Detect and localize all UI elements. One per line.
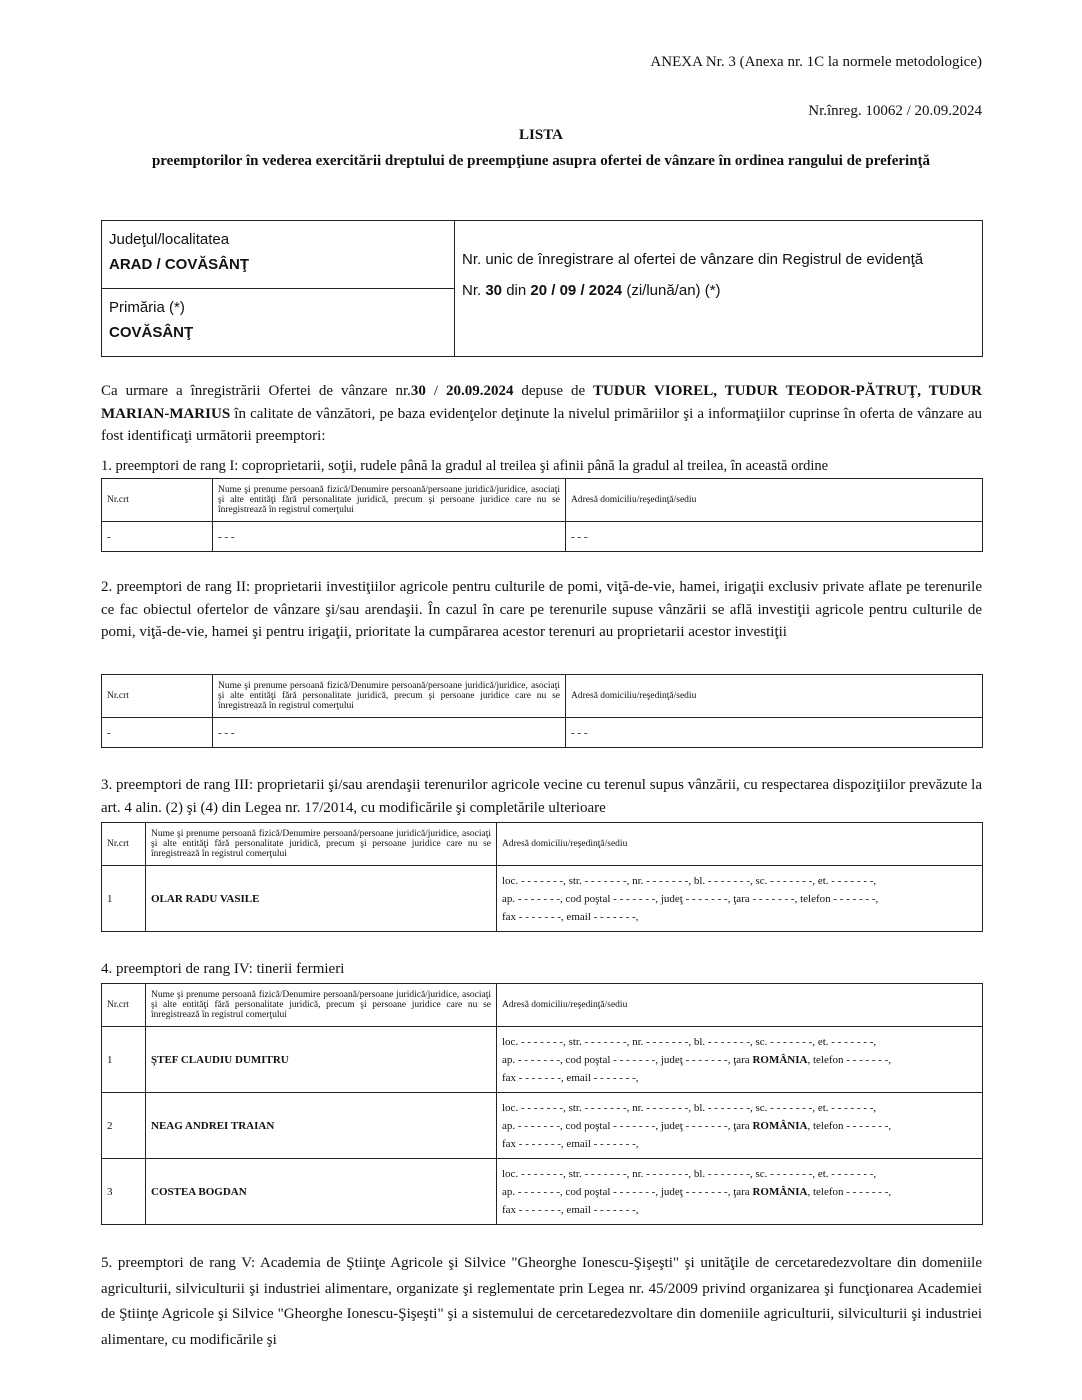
intro-paragraph xyxy=(101,380,982,448)
addr-line: fax - - - - - - -, email - - - - - - -, xyxy=(502,910,639,923)
offer-suffix: (zi/lună/an) (*) xyxy=(626,282,721,299)
cell-name: - - - xyxy=(213,522,566,552)
col-address: Adresă domiciliu/reşedinţă/sediu xyxy=(497,823,983,866)
addr-line: fax - - - - - - -, email - - - - - - -, xyxy=(502,1203,639,1216)
annex-label: ANEXA Nr. 3 (Anexa nr. 1C la normele metodologice) xyxy=(650,54,982,70)
offer-date: 20 / 09 / 2024 xyxy=(530,282,623,299)
country: ROMÂNIA xyxy=(752,1053,808,1066)
rank4-heading: 4. preemptori de rang IV: tinerii fermieri xyxy=(101,961,345,977)
rank1-heading: 1. preemptori de rang I: coproprietarii, soţii, rudele până la gradul al treilea şi afinii până la gradul al treilea, în această ordine xyxy=(101,458,829,474)
col-name: Nume şi prenume persoană fizică/Denumire persoană/persoane juridică/juridice, asociaţi şi alte entităţi fără personalitate juridică, precum şi persoane juridice care nu se înregistrează în registrul comerţului xyxy=(146,984,497,1027)
addr-line: loc. - - - - - - -, str. - - - - - - -, nr. - - - - - - -, bl. - - - - - - -, sc. - - - - - - -, et. - - - - - - -, xyxy=(502,1101,877,1114)
cell-nr: 1 xyxy=(102,1027,146,1093)
table-row xyxy=(102,866,983,932)
table-row xyxy=(102,522,983,552)
col-address: Adresă domiciliu/reşedinţă/sediu xyxy=(566,675,983,718)
offer-nr: 30 xyxy=(485,282,503,299)
addr-line: loc. - - - - - - -, str. - - - - - - -, nr. - - - - - - -, bl. - - - - - - -, sc. - - - - - - -, et. - - - - - - -, xyxy=(502,1035,877,1048)
cell-nr: 3 xyxy=(102,1159,146,1225)
registration-number: Nr.înreg. 10062 / 20.09.2024 xyxy=(808,103,982,119)
town-label: Primăria (*) xyxy=(109,299,185,316)
col-nr: Nr.crt xyxy=(102,823,146,866)
addr-line: fax - - - - - - -, email - - - - - - -, xyxy=(502,1071,639,1084)
cell-address xyxy=(497,1159,983,1225)
addr-part: ap. - - - - - - -, cod poştal - - - - - - -, judeţ - - - - - - -, ţara xyxy=(502,1053,753,1066)
addr-line: loc. - - - - - - -, str. - - - - - - -, nr. - - - - - - -, bl. - - - - - - -, sc. - - - - - - -, et. - - - - - - -, xyxy=(502,874,877,887)
addr-part: , telefon - - - - - - -, xyxy=(807,1185,892,1198)
col-name: Nume şi prenume persoană fizică/Denumire persoană/persoane juridică/juridice, asociaţi şi alte entităţi fără personalitate juridică, precum şi persoane juridice care nu se înregistrează în registrul comerţului xyxy=(213,479,566,522)
country: ROMÂNIA xyxy=(752,1185,808,1198)
addr-line xyxy=(502,1183,977,1201)
addr-part: ap. - - - - - - -, cod poştal - - - - - - -, judeţ - - - - - - -, ţara xyxy=(502,1119,753,1132)
addr-line: ap. - - - - - - -, cod poştal - - - - - - -, judeţ - - - - - - -, ţara - - - - - - -, telefon - - - - - - -, xyxy=(502,892,879,905)
county-value: ARAD / COVĂSÂNŢ xyxy=(109,256,250,273)
intro-text-c: în calitate de vânzători, pe baza evidenţelor deţinute la nivelul primăriilor şi a informaţiilor cuprinse în oferta de vânzare au fost identificaţi următorii preemptori: xyxy=(101,405,982,444)
addr-line: loc. - - - - - - -, str. - - - - - - -, nr. - - - - - - -, bl. - - - - - - -, sc. - - - - - - -, et. - - - - - - -, xyxy=(502,1167,877,1180)
table-row xyxy=(102,1027,983,1093)
col-address: Adresă domiciliu/reşedinţă/sediu xyxy=(497,984,983,1027)
cell-name: ŞTEF CLAUDIU DUMITRU xyxy=(151,1053,289,1066)
intro-text-b: depuse de xyxy=(513,383,594,399)
offer-number-line xyxy=(462,278,975,303)
cell-name: OLAR RADU VASILE xyxy=(151,892,260,905)
cell-name: NEAG ANDREI TRAIAN xyxy=(151,1119,275,1132)
town-value: COVĂSÂNŢ xyxy=(109,324,194,341)
intro-sep: / xyxy=(425,383,446,399)
addr-part: ap. - - - - - - -, cod poştal - - - - - - -, judeţ - - - - - - -, ţara xyxy=(502,1185,753,1198)
county-label: Judeţul/localitatea xyxy=(109,231,230,248)
town-cell xyxy=(102,289,455,357)
offer-label: Nr. unic de înregistrare al ofertei de vânzare din Registrul de evidenţă xyxy=(462,251,924,268)
rank2-table xyxy=(101,674,983,748)
addr-line xyxy=(502,1051,977,1069)
intro-offer-nr: 30 xyxy=(410,383,426,399)
col-nr: Nr.crt xyxy=(102,479,213,522)
intro-text: Ca urmare a înregistrării Ofertei de vânzare nr. xyxy=(101,383,411,399)
cell-nr: 1 xyxy=(102,866,146,932)
rank5-heading: 5. preemptori de rang V: Academia de Ştiinţe Agricole şi Silvice "Gheorghe Ionescu-Şişeşti" şi unităţile de cercetaredezvoltare din domeniile agriculturii, silviculturii şi industriei alimentare, organizate şi reglementate prin Legea nr. 45/2009 privind organizarea şi funcţionarea Academiei de Ştiinţe Agricole şi Silvice "Gheorghe Ionescu-Şişeşti" şi a sistemului de cercetaredezvoltare din domeniile agriculturii, silviculturii şi industriei alimentare, cu modificările şi xyxy=(101,1255,982,1348)
col-nr: Nr.crt xyxy=(102,675,213,718)
offer-nr-prefix: Nr. xyxy=(462,282,482,299)
cell-nr: - xyxy=(102,718,213,748)
cell-address xyxy=(497,866,983,932)
cell-address: - - - xyxy=(566,522,983,552)
rank3-heading: 3. preemptori de rang III: proprietarii şi/sau arendaşii terenurilor agricole vecine cu terenul supus vânzării, cu respectarea dispoziţiilor prevăzute la art. 4 alin. (2) şi (4) din Legea nr. 17/2014, cu modificările şi completările ulterioare xyxy=(101,777,982,816)
table-row xyxy=(102,1093,983,1159)
rank4-table xyxy=(101,983,983,1225)
county-cell xyxy=(102,221,455,289)
cell-address xyxy=(497,1093,983,1159)
addr-line: fax - - - - - - -, email - - - - - - -, xyxy=(502,1137,639,1150)
col-name: Nume şi prenume persoană fizică/Denumire persoană/persoane juridică/juridice, asociaţi şi alte entităţi fără personalitate juridică, precum şi persoane juridice care nu se înregistrează în registrul comerţului xyxy=(146,823,497,866)
cell-address xyxy=(497,1027,983,1093)
doc-subtitle: preemptorilor în vederea exercitării dreptului de preempţiune asupra ofertei de vânzare în ordinea rangului de preferinţă xyxy=(151,153,931,169)
rank2-heading: 2. preemptori de rang II: proprietarii investiţiilor agricole pentru culturile de pomi, viţă-de-vie, hamei, irigaţii exclusiv private aflate pe terenurile ce fac obiectul ofertelor de vânzare şi/sau arendaşii. În cazul în care pe terenurile supuse vânzării se află investiţii agricole pentru culturile de pomi, viţă-de-vie, hamei şi pentru irigaţii, prioritate la cumpărarea acestor terenuri au proprietarii acestor investiţii xyxy=(101,579,982,640)
sellers: TUDUR VIOREL, TUDUR TEODOR-PĂTRUŢ, TUDUR MARIAN-MARIUS xyxy=(101,383,983,422)
addr-line xyxy=(502,1117,977,1135)
country: ROMÂNIA xyxy=(752,1119,808,1132)
cell-name: COSTEA BOGDAN xyxy=(151,1185,247,1198)
cell-nr: 2 xyxy=(102,1093,146,1159)
offer-din: din xyxy=(506,282,527,299)
col-nr: Nr.crt xyxy=(102,984,146,1027)
header-table xyxy=(101,220,983,357)
rank3-table xyxy=(101,822,983,932)
addr-part: , telefon - - - - - - -, xyxy=(807,1119,892,1132)
intro-date: 20.09.2024 xyxy=(445,383,514,399)
cell-address: - - - xyxy=(566,718,983,748)
offer-cell xyxy=(455,221,983,357)
table-row xyxy=(102,718,983,748)
rank1-table xyxy=(101,478,983,552)
cell-nr: - xyxy=(102,522,213,552)
col-address: Adresă domiciliu/reşedinţă/sediu xyxy=(566,479,983,522)
table-row xyxy=(102,1159,983,1225)
doc-title: LISTA xyxy=(519,127,563,143)
addr-part: , telefon - - - - - - -, xyxy=(807,1053,892,1066)
col-name: Nume şi prenume persoană fizică/Denumire persoană/persoane juridică/juridice, asociaţi şi alte entităţi fără personalitate juridică, precum şi persoane juridice care nu se înregistrează în registrul comerţului xyxy=(213,675,566,718)
cell-name: - - - xyxy=(213,718,566,748)
